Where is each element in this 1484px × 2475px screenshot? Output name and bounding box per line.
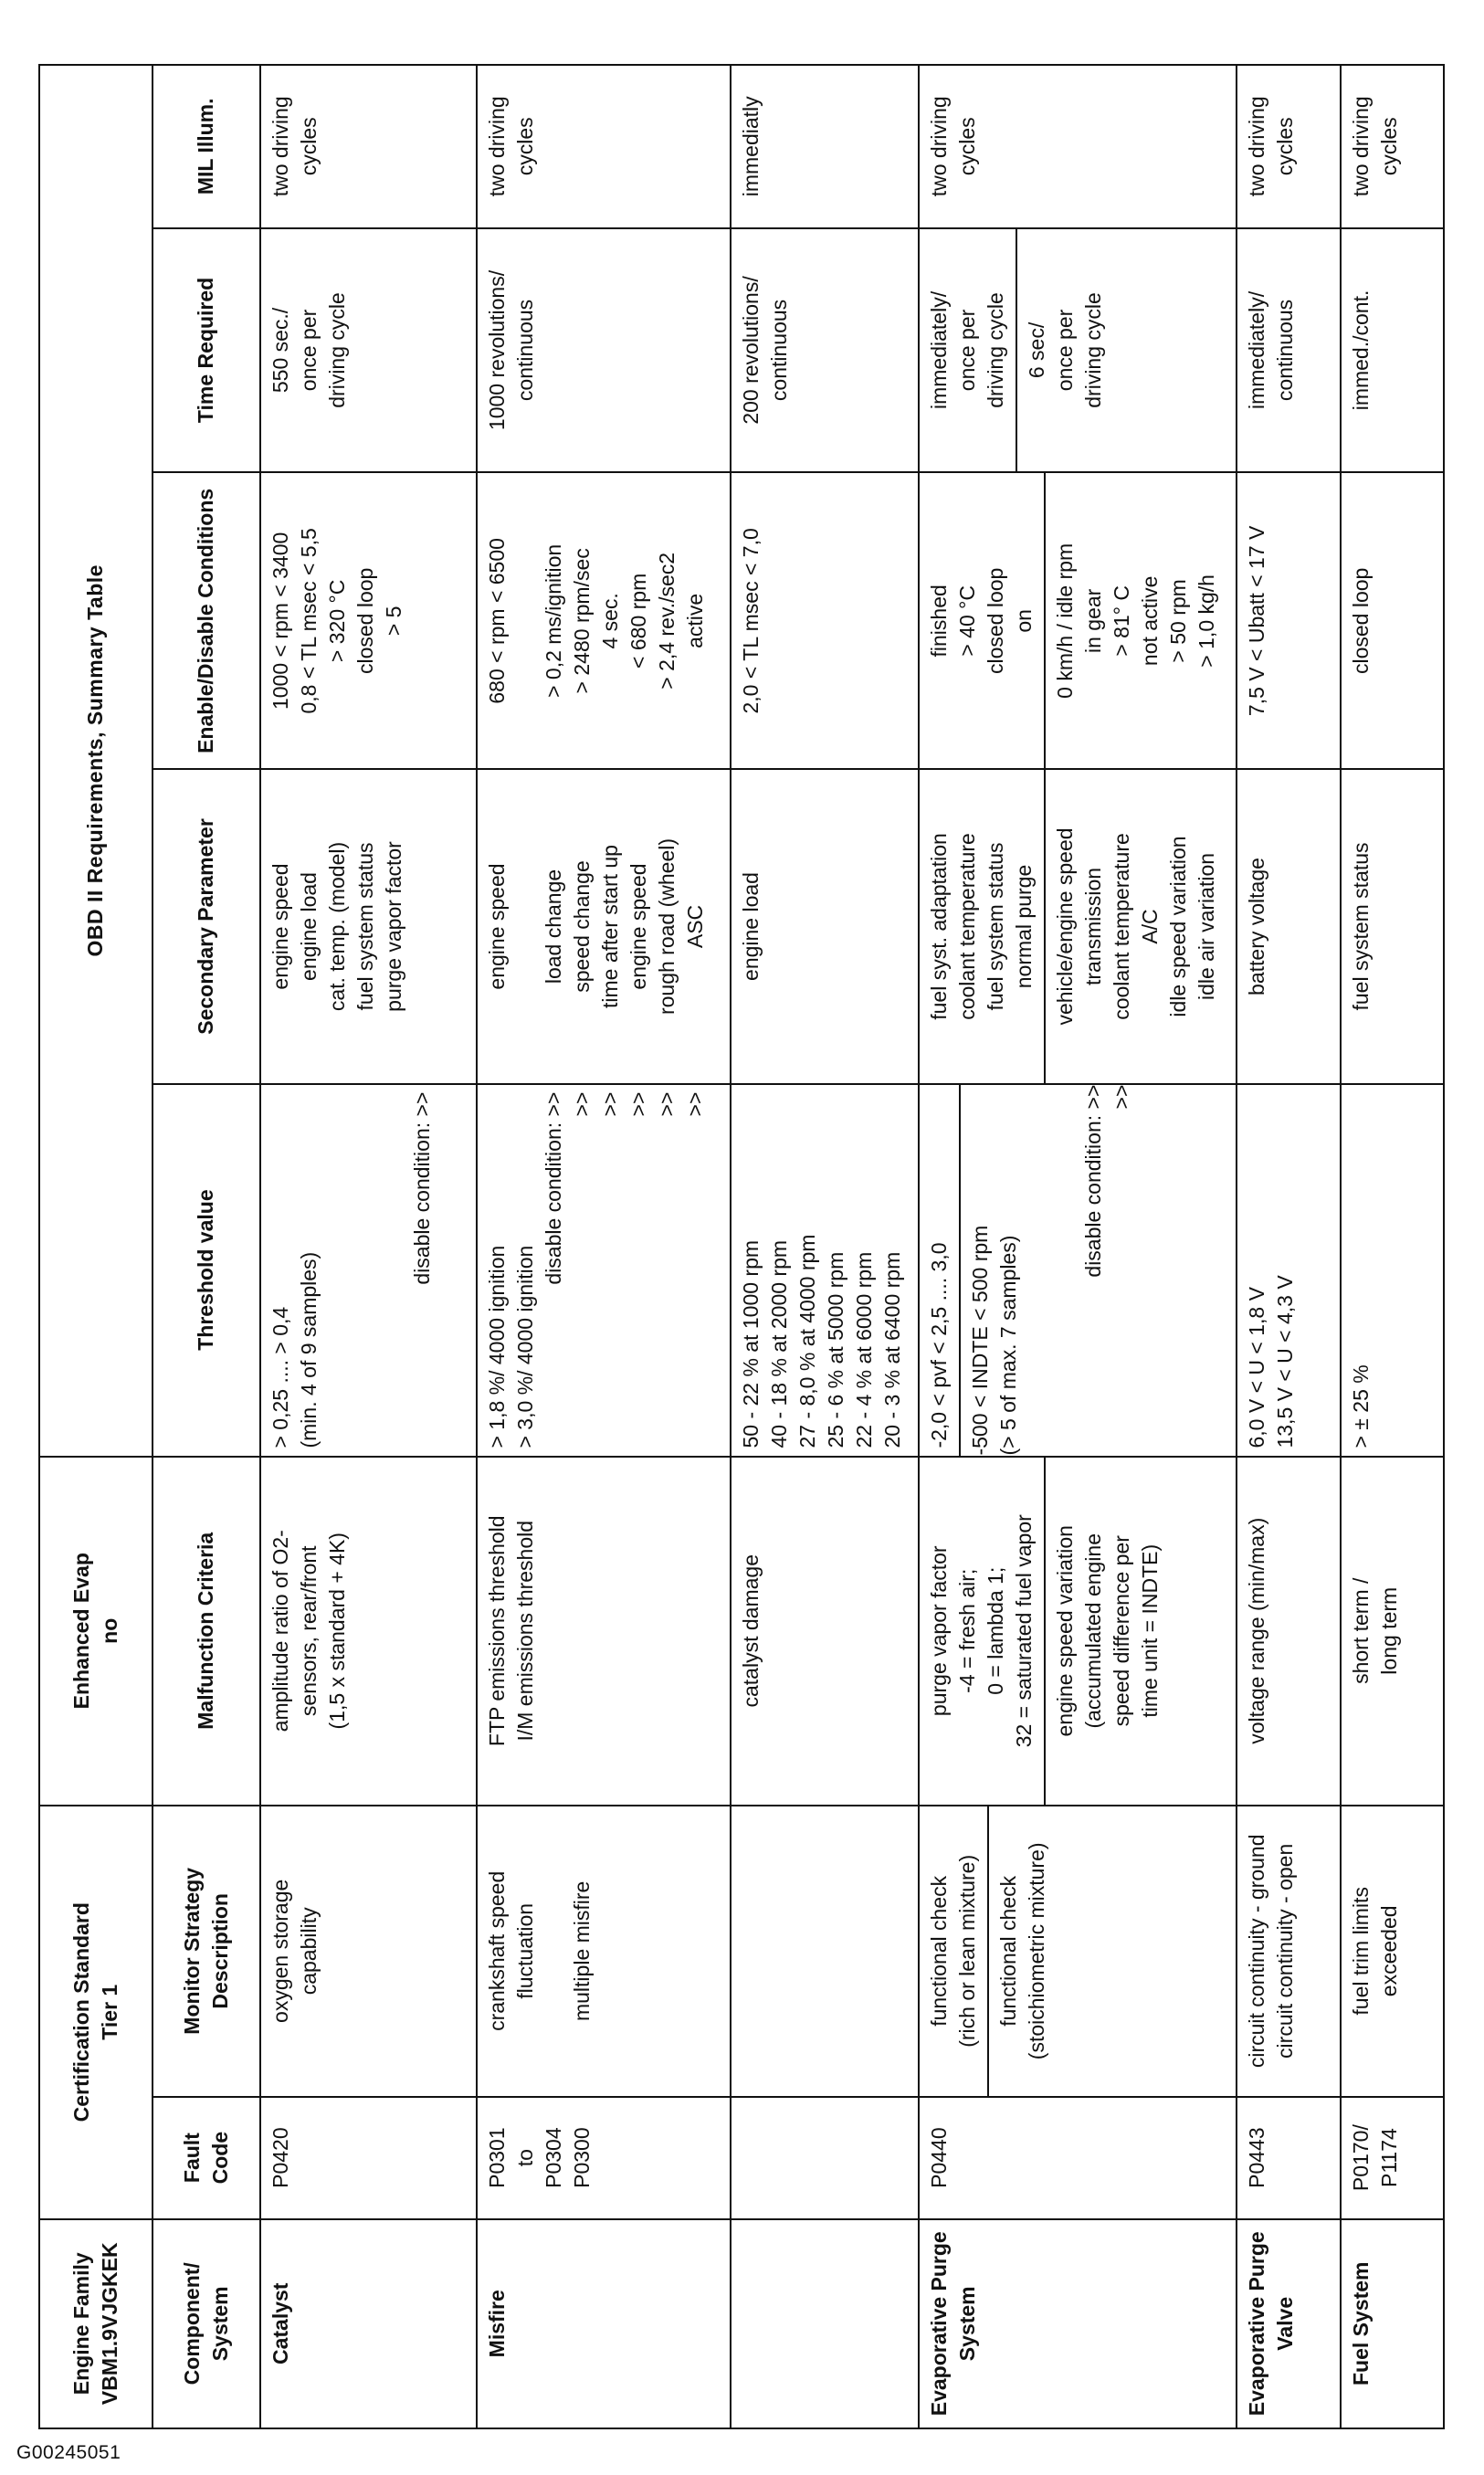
fault-code-cell <box>1237 2097 1340 2219</box>
criteria-cell <box>1341 1457 1444 1806</box>
threshold-cell-line: > ± 25 % <box>1348 1364 1373 1448</box>
conditions-cell-line: 2,0 < TL msec < 7,0 <box>738 528 763 714</box>
criteria-cell-sub-line: engine speed variation <box>1053 1525 1078 1737</box>
conditions-cell-line: > 5 <box>382 606 406 637</box>
time-cell-line: continuous <box>512 299 537 402</box>
mil-cell-line: immediatly <box>738 96 763 197</box>
threshold-cell-line: >> <box>597 1091 622 1117</box>
conditions-cell-line: > 2480 rpm/sec <box>569 548 594 694</box>
component-cell: Misfire <box>477 2219 731 2428</box>
mil-cell-line: cycles <box>1376 117 1401 176</box>
fault-code-cell <box>731 2097 919 2219</box>
time-cell <box>477 228 731 473</box>
secondary-cell <box>477 769 731 1083</box>
secondary-cell-line: engine speed <box>268 863 292 990</box>
criteria-cell-line: 0 = lambda 1; <box>984 1566 1008 1695</box>
time-cell <box>919 228 1237 473</box>
monitor-cell <box>919 1806 1237 2097</box>
figure-id: G00245051 <box>16 2442 121 2463</box>
time-cell-line: 200 revolutions/ <box>738 276 763 425</box>
conditions-cell-line: active <box>683 593 708 648</box>
time-cell-line: driving cycle <box>984 292 1008 408</box>
conditions-cell <box>731 472 919 769</box>
conditions-cell <box>260 472 477 769</box>
mil-cell-line: cycles <box>512 117 537 176</box>
criteria-cell-sub-line: (accumulated engine <box>1081 1532 1106 1729</box>
mil-cell <box>1341 65 1444 228</box>
criteria-cell <box>1237 1457 1340 1806</box>
secondary-cell-line: fuel system status <box>1348 842 1373 1011</box>
threshold-cell <box>1341 1084 1444 1457</box>
secondary-cell-line: engine speed <box>626 863 650 990</box>
fault-code-cell-line: P0443 <box>1245 2127 1269 2188</box>
secondary-cell-line: rough road (wheel) <box>655 837 679 1016</box>
column-header: Monitor Strategy Description <box>153 1806 260 2097</box>
threshold-cell-sub <box>959 1085 1136 1456</box>
monitor-cell-line: fuel trim limits <box>1348 1887 1373 2016</box>
criteria-cell-line: sensors, rear/front <box>297 1545 321 1717</box>
threshold-cell-line: 13,5 V < U < 4,3 V <box>1273 1275 1298 1448</box>
monitor-cell-line: fluctuation <box>512 1902 537 1999</box>
threshold-cell-line: (min. 4 of 9 samples) <box>297 1251 321 1448</box>
monitor-cell-line: functional check <box>926 1875 951 2027</box>
mil-cell-line: cycles <box>1273 117 1298 176</box>
component-cell <box>731 2219 919 2428</box>
conditions-cell-line <box>511 480 540 761</box>
column-header: Component/ System <box>153 2219 260 2428</box>
conditions-cell-line: 680 < rpm < 6500 <box>484 538 509 704</box>
monitor-cell-sub <box>987 1806 1051 2096</box>
criteria-cell-sub-line: time unit = INDTE) <box>1138 1543 1163 1718</box>
criteria-cell-line: short term / <box>1348 1577 1373 1684</box>
threshold-cell-line: 25 - 6 % at 5000 rpm <box>823 1251 847 1448</box>
threshold-cell-line <box>380 1092 408 1448</box>
time-cell <box>1237 228 1340 473</box>
conditions-cell-sub-line: > 81° C <box>1110 585 1134 657</box>
time-cell-line: immediately/ <box>926 290 951 410</box>
threshold-cell-sub-line: (> 5 of max. 7 samples) <box>996 1235 1021 1456</box>
threshold-cell-line: -2,0 < pvf < 2,5 .... 3,0 <box>926 1242 951 1448</box>
column-header: Enable/Disable Conditions <box>153 472 260 769</box>
monitor-cell-line: circuit continuity - open <box>1273 1843 1298 2059</box>
threshold-cell <box>1237 1084 1340 1457</box>
table-row <box>1341 65 1444 2428</box>
threshold-cell-line <box>323 1092 352 1448</box>
threshold-cell-line: >> <box>683 1091 708 1117</box>
conditions-cell-line: > 2,4 rev./sec2 <box>655 552 679 690</box>
component-cell: Evaporative Purge Valve <box>1237 2219 1340 2428</box>
secondary-cell <box>1341 769 1444 1083</box>
obd-summary-table-rotated <box>38 64 1445 2429</box>
secondary-cell-line: ASC <box>683 904 708 949</box>
criteria-cell-line: -4 = fresh air; <box>955 1568 979 1693</box>
threshold-cell <box>731 1084 919 1457</box>
conditions-cell <box>1341 472 1444 769</box>
conditions-cell-sub-line: > 1,0 kg/h <box>1195 574 1219 668</box>
secondary-cell-line: speed change <box>569 860 594 993</box>
criteria-cell-line: amplitude ratio of O2- <box>268 1530 292 1732</box>
component-cell: Catalyst <box>260 2219 477 2428</box>
conditions-cell-line: closed loop <box>1348 567 1373 675</box>
time-cell-line: 1000 revolutions/ <box>484 269 509 431</box>
monitor-cell-sub-line: (stoichiometric mixture) <box>1025 1842 1049 2060</box>
conditions-cell-line: on <box>1012 609 1037 633</box>
time-cell <box>1341 228 1444 473</box>
monitor-cell-line: crankshaft speed <box>484 1870 509 2031</box>
secondary-cell-line: normal purge <box>1012 864 1037 989</box>
conditions-cell-sub-line: not active <box>1138 575 1163 667</box>
threshold-cell-line: disable condition: >> <box>541 1091 565 1285</box>
enhanced-evap-value: no <box>97 1617 121 1644</box>
secondary-cell-sub <box>1044 770 1221 1082</box>
secondary-cell-line: time after start up <box>597 845 622 1008</box>
threshold-cell-line <box>352 1092 380 1448</box>
time-cell-sub-line: 6 sec/ <box>1025 321 1049 379</box>
threshold-cell-line: disable condition: >> <box>410 1091 435 1285</box>
conditions-cell-line: 0,8 < TL msec < 5,5 <box>297 528 321 714</box>
conditions-cell <box>1237 472 1340 769</box>
secondary-cell-line: fuel system status <box>353 842 378 1011</box>
criteria-cell-sub-line: speed difference per <box>1110 1535 1134 1727</box>
criteria-cell <box>919 1457 1237 1806</box>
secondary-cell-line: fuel system status <box>984 842 1008 1011</box>
monitor-cell-sub-line: functional check <box>996 1875 1021 2027</box>
cert-standard-label: Certification Standard <box>68 1902 93 2122</box>
threshold-cell-line: >> <box>626 1091 650 1117</box>
mil-cell-line: two driving <box>484 96 509 197</box>
secondary-cell-line: fuel syst. adaptation <box>926 833 951 1020</box>
threshold-cell <box>477 1084 731 1457</box>
conditions-cell-line: > 320 °C <box>325 579 350 663</box>
component-cell: Evaporative Purge System <box>919 2219 1237 2428</box>
mil-cell <box>1237 65 1340 228</box>
monitor-cell <box>731 1806 919 2097</box>
criteria-cell-line: catalyst damage <box>738 1554 763 1708</box>
fault-code-cell-line: P0300 <box>569 2127 594 2188</box>
conditions-cell-line: > 40 °C <box>955 585 979 657</box>
threshold-cell <box>919 1084 1237 1457</box>
column-header: Malfunction Criteria <box>153 1457 260 1806</box>
criteria-cell-line: purge vapor factor <box>926 1545 951 1717</box>
secondary-cell-line: load change <box>541 869 565 985</box>
time-cell <box>260 228 477 473</box>
table-row <box>260 65 477 2428</box>
conditions-cell-sub-line: > 50 rpm <box>1166 579 1191 663</box>
secondary-cell <box>1237 769 1340 1083</box>
mil-cell-line: two driving <box>1348 96 1373 197</box>
table-title: OBD II Requirements, Summary Table <box>39 65 153 1457</box>
column-header: MIL Illum. <box>153 65 260 228</box>
threshold-cell-sub-line: disable condition: >> <box>1081 1084 1106 1278</box>
column-header: Time Required <box>153 228 260 473</box>
secondary-cell-sub-line: idle speed variation <box>1166 836 1191 1017</box>
component-cell: Fuel System <box>1341 2219 1444 2428</box>
criteria-cell-line: voltage range (min/max) <box>1245 1517 1269 1744</box>
conditions-cell-line: 1000 < rpm < 3400 <box>268 532 292 711</box>
secondary-cell-sub-line: A/C <box>1138 909 1163 944</box>
criteria-cell <box>260 1457 477 1806</box>
criteria-cell-sub <box>1044 1458 1164 1805</box>
monitor-cell <box>1341 1806 1444 2097</box>
column-header: Fault Code <box>153 2097 260 2219</box>
threshold-cell-line: > 0,25 .... > 0,4 <box>268 1306 292 1448</box>
tier-label: Tier 1 <box>97 1984 121 2040</box>
secondary-cell-line: engine speed <box>484 863 509 990</box>
criteria-cell <box>731 1457 919 1806</box>
conditions-cell-sub <box>1044 473 1221 768</box>
threshold-cell-line: >> <box>569 1091 594 1117</box>
secondary-cell-line <box>511 777 540 1075</box>
fault-code-cell <box>477 2097 731 2219</box>
secondary-cell-line: purge vapor factor <box>382 841 406 1012</box>
time-cell-sub-line: driving cycle <box>1081 292 1106 408</box>
conditions-cell-line: 4 sec. <box>597 593 622 649</box>
mil-cell-line: cycles <box>955 117 979 176</box>
enhanced-evap-header <box>39 1457 153 1806</box>
time-cell-line: continuous <box>766 299 791 402</box>
engine-family-value: VBM1.9VJGKEK <box>97 2242 121 2406</box>
threshold-cell <box>260 1084 477 1457</box>
conditions-cell-sub-line: in gear <box>1081 588 1106 654</box>
threshold-cell-line: > 1,8 %/ 4000 ignition <box>484 1245 509 1448</box>
fault-code-cell-line: P0301 <box>484 2127 509 2188</box>
conditions-cell <box>477 472 731 769</box>
time-cell-line: immed./cont. <box>1348 290 1373 411</box>
conditions-cell-line: < 680 rpm <box>626 573 650 669</box>
monitor-cell-line: (rich or lean mixture) <box>955 1854 979 2048</box>
time-cell-line: driving cycle <box>325 292 350 408</box>
monitor-cell <box>477 1806 731 2097</box>
threshold-cell-line: 50 - 22 % at 1000 rpm <box>738 1239 763 1448</box>
secondary-cell-sub-line: coolant temperature <box>1110 833 1134 1020</box>
time-cell-line: 550 sec./ <box>268 307 292 394</box>
fault-code-cell-line: P0170/ <box>1348 2124 1373 2192</box>
column-header: Secondary Parameter <box>153 769 260 1083</box>
threshold-cell-sub-line <box>1051 1085 1079 1456</box>
enhanced-evap-label: Enhanced Evap <box>68 1553 93 1710</box>
mil-cell <box>731 65 919 228</box>
conditions-cell-line: 7,5 V < Ubatt < 17 V <box>1245 525 1269 717</box>
monitor-cell <box>1237 1806 1340 2097</box>
threshold-cell-line: 20 - 3 % at 6400 rpm <box>879 1251 904 1448</box>
fault-code-cell-line: to <box>512 2149 537 2167</box>
monitor-cell-line: circuit continuity - ground <box>1245 1834 1269 2069</box>
mil-cell-line: two driving <box>268 96 292 197</box>
column-header: Threshold value <box>153 1084 260 1457</box>
time-cell-line: continuous <box>1273 299 1298 402</box>
monitor-cell-line <box>540 1814 568 2089</box>
monitor-cell-line: multiple misfire <box>569 1880 594 2022</box>
secondary-cell <box>731 769 919 1083</box>
conditions-cell <box>919 472 1237 769</box>
criteria-cell-line: FTP emissions threshold <box>484 1515 509 1747</box>
criteria-cell-line: (1,5 x standard + 4K) <box>325 1532 350 1730</box>
time-cell-line: once per <box>955 309 979 392</box>
time-cell-sub-line: once per <box>1053 309 1078 392</box>
conditions-cell-sub-line: 0 km/h / idle rpm <box>1053 542 1078 699</box>
secondary-cell-line: coolant temperature <box>955 833 979 1020</box>
fault-code-cell <box>1341 2097 1444 2219</box>
secondary-cell-line: cat. temp. (model) <box>325 841 350 1012</box>
secondary-cell-sub-line: idle air variation <box>1195 852 1219 1001</box>
threshold-cell-line: 40 - 18 % at 2000 rpm <box>766 1239 791 1448</box>
criteria-cell-line: long term <box>1376 1586 1401 1675</box>
threshold-cell-sub-line: >> <box>1110 1084 1134 1110</box>
obd-summary-table <box>38 64 1445 2429</box>
threshold-cell-sub-line: -500 < INDTE < 500 rpm <box>968 1225 992 1456</box>
time-cell-sub <box>1016 229 1108 472</box>
criteria-cell-line: 32 = saturated fuel vapor <box>1012 1514 1037 1748</box>
table-row <box>477 65 731 2428</box>
secondary-cell-line: battery voltage <box>1245 858 1269 995</box>
conditions-cell-line: > 0,2 ms/ignition <box>541 543 565 698</box>
monitor-cell-line: oxygen storage <box>268 1879 292 2023</box>
secondary-cell-line: engine load <box>297 872 321 981</box>
monitor-cell-line: capability <box>297 1907 321 1996</box>
mil-cell-line: two driving <box>926 96 951 197</box>
table-row <box>731 65 919 2428</box>
time-cell <box>731 228 919 473</box>
secondary-cell-sub-line: transmission <box>1081 867 1106 986</box>
certification-header <box>39 1806 153 2219</box>
conditions-cell-line: finished <box>926 585 951 658</box>
conditions-cell-line: closed loop <box>353 567 378 675</box>
conditions-cell-line: closed loop <box>984 567 1008 675</box>
mil-cell-line: cycles <box>297 117 321 176</box>
table-row <box>919 65 1237 2428</box>
secondary-cell <box>260 769 477 1083</box>
threshold-cell-sub-line <box>1023 1085 1051 1456</box>
engine-family-header <box>39 2219 153 2428</box>
mil-cell <box>260 65 477 228</box>
secondary-cell-sub-line: vehicle/engine speed <box>1053 827 1078 1026</box>
threshold-cell-line: 27 - 8,0 % at 4000 rpm <box>795 1234 819 1448</box>
fault-code-cell-line: P1174 <box>1376 2128 1401 2188</box>
criteria-cell <box>477 1457 731 1806</box>
fault-code-cell-line: P0440 <box>926 2127 951 2188</box>
fault-code-cell-line: P0304 <box>541 2127 565 2188</box>
table-row <box>1237 65 1340 2428</box>
secondary-cell-line: engine load <box>738 872 763 981</box>
threshold-cell-line: 6,0 V < U < 1,8 V <box>1245 1287 1269 1448</box>
mil-cell <box>919 65 1237 228</box>
secondary-cell <box>919 769 1237 1083</box>
mil-cell <box>477 65 731 228</box>
monitor-cell <box>260 1806 477 2097</box>
time-cell-line: immediately/ <box>1245 290 1269 410</box>
criteria-cell-line: I/M emissions threshold <box>512 1520 537 1742</box>
fault-code-cell <box>260 2097 477 2219</box>
mil-cell-line: two driving <box>1245 96 1269 197</box>
time-cell-line: once per <box>297 309 321 392</box>
threshold-cell-line: > 3,0 %/ 4000 ignition <box>512 1245 537 1448</box>
monitor-cell-line: exceeded <box>1376 1905 1401 1997</box>
fault-code-cell <box>919 2097 1237 2219</box>
threshold-cell-line: >> <box>655 1091 679 1117</box>
threshold-cell-line: 22 - 4 % at 6000 rpm <box>851 1251 876 1448</box>
engine-family-label: Engine Family <box>68 2252 93 2396</box>
fault-code-cell-line: P0420 <box>268 2127 292 2188</box>
